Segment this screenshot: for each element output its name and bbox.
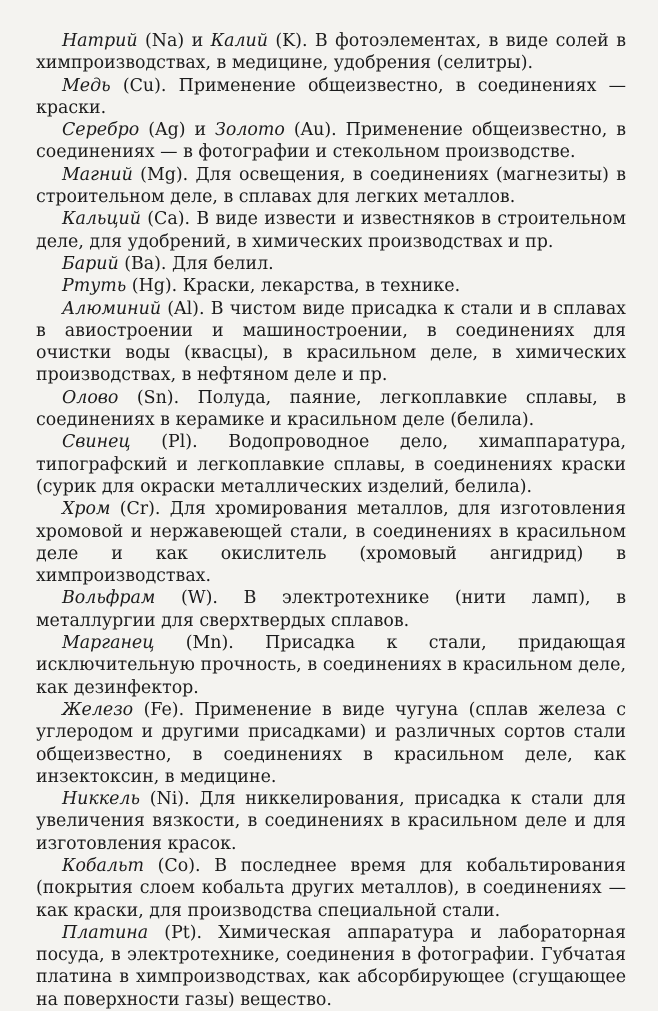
element-name: Магний <box>62 164 133 185</box>
entry-sodium-potassium <box>36 30 626 75</box>
entry-text: (Al). В чистом виде присадка к стали и в сплавах в авиостроении и машиностроении, в соединениях для очистки воды (квасцы), в красильном деле, в химических производствах, в нефтяном деле и пр. <box>36 298 626 386</box>
element-name: Алюминий <box>62 298 162 319</box>
element-name: Марганец <box>62 633 155 654</box>
entry-text: (Hg). Краски, лекарства, в технике. <box>126 276 461 297</box>
entry-platinum <box>36 922 626 1011</box>
element-name: Кобальт <box>62 855 144 876</box>
entry-text: (Mg). Для освещения, в соединениях (магнезиты) в строительном деле, в сплавах для легких металлов. <box>36 164 626 208</box>
entry-text: (Ba). Для белил. <box>118 253 274 274</box>
element-name: Свинец <box>62 432 131 453</box>
entry-text: (Cr). Для хромирования металлов, для изготовления хромовой и нержавеющей стали, в соединениях в красильном деле и как окислитель (хромовый ангидрид) в химпроизводствах. <box>36 499 626 587</box>
entry-aluminium <box>36 298 626 387</box>
entry-text: (Sn). Полуда, паяние, легкоплавкие сплавы, в соединениях в керамике и красильном деле (белила). <box>36 387 626 431</box>
entry-chromium <box>36 498 626 587</box>
entry-text: (Ag) и <box>139 120 216 141</box>
entry-text: (Au). Применение общеизвестно, в соединениях — в фотографии и стекольном производстве. <box>36 120 626 163</box>
entry-tungsten <box>36 587 626 632</box>
element-name: Вольфрам <box>62 588 156 609</box>
entry-lead <box>36 431 626 498</box>
element-name: Железо <box>62 699 134 720</box>
entry-text: (Ni). Для никкелирования, присадка к стали для увеличения вязкости, в соединениях в красильном деле и для изготовления красок. <box>36 789 626 854</box>
element-name: Кальций <box>62 209 141 230</box>
entry-text: (W). В электротехнике (нити ламп), в металлургии для сверхтвердых сплавов. <box>36 588 626 631</box>
element-name: Медь <box>62 75 111 96</box>
entry-text: (Fe). Применение в виде чугуна (сплав железа с углеродом и другими присадками) и различных сортов стали общеизвестно, в соединениях в красильном деле, как инзектоксин, в медицине. <box>36 699 626 787</box>
entry-text: (Na) и <box>137 31 211 51</box>
element-name: Ртуть <box>62 276 127 297</box>
element-name: Серебро <box>62 120 140 141</box>
entry-magnesium <box>36 164 626 209</box>
entry-manganese <box>36 632 626 699</box>
entry-tin <box>36 387 626 432</box>
element-name: Никкель <box>62 789 140 810</box>
element-name: Золото <box>215 120 285 141</box>
document-page <box>36 30 626 1011</box>
entry-mercury <box>36 275 626 297</box>
entry-text: (K). В фотоэлементах, в виде солей в химпроизводствах, в медицине, удобрения (селитры). <box>36 31 626 74</box>
element-name: Натрий <box>62 31 138 51</box>
entry-calcium <box>36 208 626 253</box>
entry-text: (Ca). В виде извести и известняков в строительном деле, для удобрений, в химических производствах и пр. <box>36 209 626 252</box>
entry-iron <box>36 699 626 788</box>
entry-text: (Pl). Водопроводное дело, химаппаратура, типографский и легкоплавкие сплавы, в соединениях краски (сурик для окраски металлических изделий, белила). <box>36 432 626 497</box>
entry-text: (Mn). Присадка к стали, придающая исключительную прочность, в соединениях в красильном деле, как дезинфектор. <box>36 633 626 698</box>
element-name: Олово <box>62 387 119 408</box>
entry-barium <box>36 253 626 275</box>
element-name: Калий <box>210 31 268 51</box>
entry-text: (Pt). Химическая аппаратура и лабораторная посуда, в электротехнике, соединения в фотографии. Губчатая платина в химпроизводствах, как абсорбирующее (сгущающее на поверхности газы) вещество. <box>36 922 626 1010</box>
entry-silver-gold <box>36 119 626 164</box>
entry-text: (Cu). Применение общеизвестно, в соединениях — краски. <box>36 75 626 118</box>
entry-nickel <box>36 788 626 855</box>
entry-copper <box>36 75 626 120</box>
element-name: Хром <box>62 499 111 520</box>
element-name: Платина <box>62 922 149 943</box>
entry-text: (Co). В последнее время для кобальтирования (покрытия слоем кобальта других металлов), в соединениях — как краски, для производства специальной стали. <box>36 855 626 921</box>
element-name: Барий <box>62 253 119 274</box>
entry-cobalt <box>36 855 626 922</box>
